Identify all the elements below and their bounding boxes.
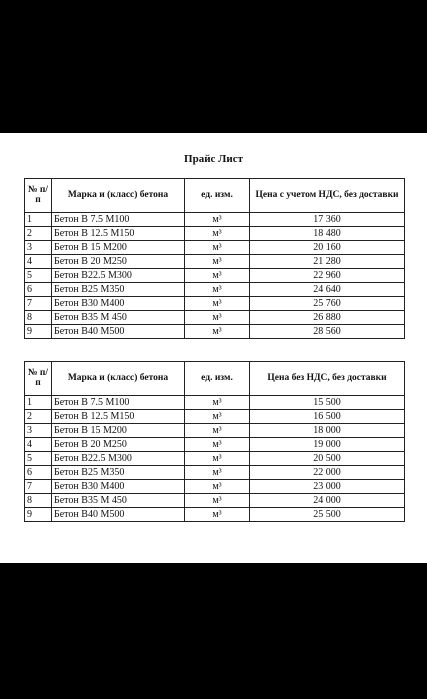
row-number: 2 [25,227,52,241]
row-concrete-grade: Бетон В 15 М200 [52,241,185,255]
row-number: 1 [25,396,52,410]
row-unit: м³ [185,438,250,452]
table-row [25,227,405,241]
row-unit: м³ [185,452,250,466]
row-price: 17 360 [250,213,405,227]
table-row [25,255,405,269]
row-price: 18 000 [250,424,405,438]
document-title: Прайс Лист [184,153,243,165]
row-concrete-grade: Бетон В40 М500 [52,325,185,339]
row-unit: м³ [185,227,250,241]
row-price: 26 880 [250,311,405,325]
row-price: 22 960 [250,269,405,283]
row-price: 22 000 [250,466,405,480]
row-concrete-grade: Бетон В 7.5 М100 [52,213,185,227]
row-unit: м³ [185,269,250,283]
row-price: 25 500 [250,508,405,522]
header-number: № п/п [25,179,52,213]
row-concrete-grade: Бетон В 20 М250 [52,255,185,269]
row-concrete-grade: Бетон В 12.5 М150 [52,227,185,241]
row-concrete-grade: Бетон В35 М 450 [52,311,185,325]
table-row [25,311,405,325]
row-unit: м³ [185,241,250,255]
row-number: 7 [25,297,52,311]
row-concrete-grade: Бетон В 15 М200 [52,424,185,438]
row-price: 24 640 [250,283,405,297]
row-number: 2 [25,410,52,424]
header-concrete-grade: Марка и (класс) бетона [52,179,185,213]
row-concrete-grade: Бетон В40 М500 [52,508,185,522]
table-row [25,508,405,522]
row-price: 15 500 [250,396,405,410]
row-unit: м³ [185,466,250,480]
table-row [25,424,405,438]
row-concrete-grade: Бетон В30 М400 [52,480,185,494]
table-row [25,438,405,452]
row-unit: м³ [185,297,250,311]
row-price: 18 480 [250,227,405,241]
row-unit: м³ [185,213,250,227]
row-price: 24 000 [250,494,405,508]
row-number: 9 [25,325,52,339]
table-row [25,452,405,466]
row-number: 4 [25,438,52,452]
row-concrete-grade: Бетон В 20 М250 [52,438,185,452]
header-concrete-grade: Марка и (класс) бетона [52,362,185,396]
row-number: 3 [25,424,52,438]
table-row [25,297,405,311]
row-unit: м³ [185,396,250,410]
row-concrete-grade: Бетон В22.5 М300 [52,269,185,283]
row-unit: м³ [185,508,250,522]
row-unit: м³ [185,480,250,494]
row-number: 9 [25,508,52,522]
table-row [25,241,405,255]
row-number: 4 [25,255,52,269]
row-number: 8 [25,311,52,325]
row-concrete-grade: Бетон В22.5 М300 [52,452,185,466]
row-concrete-grade: Бетон В 7.5 М100 [52,396,185,410]
table-row [25,410,405,424]
row-number: 6 [25,466,52,480]
row-unit: м³ [185,311,250,325]
row-concrete-grade: Бетон В30 М400 [52,297,185,311]
row-price: 20 160 [250,241,405,255]
table-row [25,466,405,480]
header-price: Цена с учетом НДС, без доставки [250,179,405,213]
table-header-row [25,362,405,396]
row-unit: м³ [185,410,250,424]
row-number: 3 [25,241,52,255]
row-price: 28 560 [250,325,405,339]
row-concrete-grade: Бетон В25 М350 [52,466,185,480]
row-concrete-grade: Бетон В35 М 450 [52,494,185,508]
price-table-with-vat [24,178,405,339]
price-list-document [0,133,427,563]
table-row [25,213,405,227]
table-row [25,480,405,494]
row-number: 5 [25,452,52,466]
row-price: 21 280 [250,255,405,269]
row-unit: м³ [185,283,250,297]
header-unit: ед. изм. [185,179,250,213]
row-number: 8 [25,494,52,508]
row-price: 19 000 [250,438,405,452]
row-number: 6 [25,283,52,297]
row-number: 7 [25,480,52,494]
row-price: 25 760 [250,297,405,311]
row-unit: м³ [185,494,250,508]
row-unit: м³ [185,424,250,438]
row-unit: м³ [185,255,250,269]
header-price: Цена без НДС, без доставки [250,362,405,396]
row-concrete-grade: Бетон В 12.5 М150 [52,410,185,424]
header-unit: ед. изм. [185,362,250,396]
row-price: 23 000 [250,480,405,494]
table-header-row [25,179,405,213]
price-table-without-vat [24,361,405,522]
row-number: 1 [25,213,52,227]
row-number: 5 [25,269,52,283]
row-price: 20 500 [250,452,405,466]
row-unit: м³ [185,325,250,339]
row-price: 16 500 [250,410,405,424]
header-number: № п/п [25,362,52,396]
table-row [25,396,405,410]
table-row [25,494,405,508]
table-row [25,269,405,283]
row-concrete-grade: Бетон В25 М350 [52,283,185,297]
table-row [25,283,405,297]
table-row [25,325,405,339]
